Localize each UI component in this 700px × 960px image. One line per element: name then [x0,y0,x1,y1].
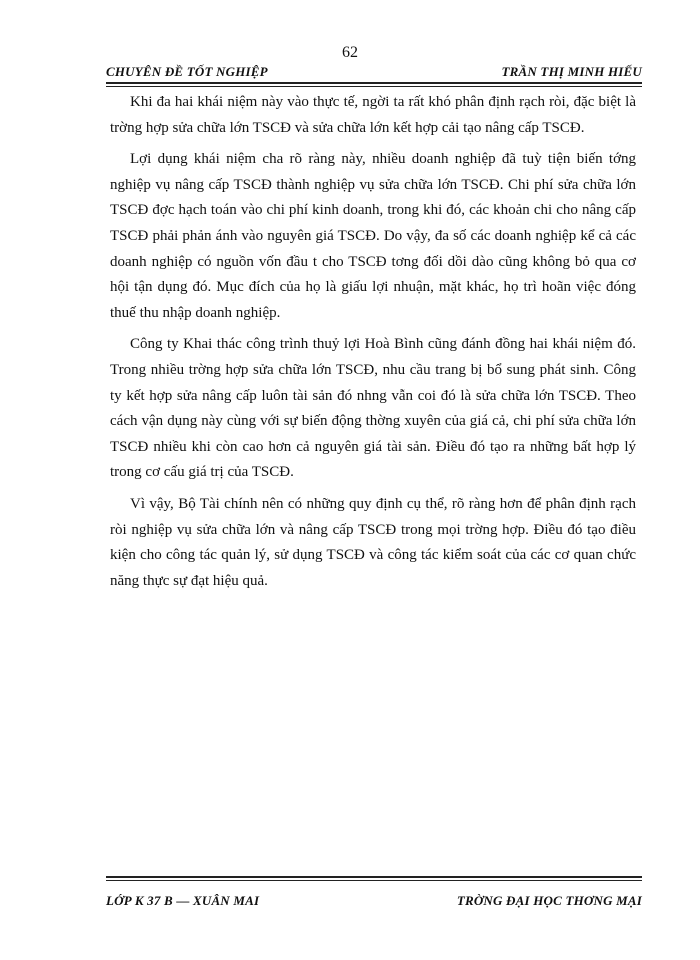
footer-left-class: LỚP K 37 B — XUÂN MAI [106,893,260,908]
page-number: 62 [342,44,358,61]
body-content [110,90,636,600]
header-left-title: CHUYÊN ĐỀ TỐT NGHIỆP [106,64,268,79]
footer-divider [106,876,642,878]
header-right-author: TRẦN THỊ MINH HIẾU [501,64,642,79]
footer-right-school: TRỜNG ĐẠI HỌC THƠNG MẠI [456,893,642,908]
body-paragraph: Vì vậy, Bộ Tài chính nên có những quy định cụ thể, rõ ràng hơn để phân định rạch ròi nghiệp vụ sửa chữa lớn và nâng cấp TSCĐ trong mọi trờng hợp. Điều đó tạo điều kiện cho công tác quản lý, sử dụng TSCĐ và công tác kiểm soát của các cơ quan chức năng thực sự đạt hiệu quả. [110,495,636,589]
body-paragraph: Công ty Khai thác công trình thuỷ lợi Hoà Bình cũng đánh đồng hai khái niệm đó. Trong nhiều trờng hợp sửa chữa lớn TSCĐ, nhu cầu trang bị bổ sung phát sinh. Công ty kết hợp sửa nâng cấp luôn tài sản đó nhng vẫn coi đó là sửa chữa lớn TSCĐ. Theo cách vận dụng này cùng với sự biến động thờng xuyên của giá cả, chi phí sửa chữa lớn TSCĐ nhiều khi còn cao hơn cả nguyên giá tài sản. Điều đó tạo ra những bất hợp lý trong cơ cấu giá trị của TSCĐ. [110,336,636,481]
body-paragraph: Khi đa hai khái niệm này vào thực tế, ngời ta rất khó phân định rạch ròi, đặc biệt là trờng hợp sửa chữa lớn TSCĐ và sửa chữa lớn kết hợp cải tạo nâng cấp TSCĐ. [110,94,636,136]
body-paragraph: Lợi dụng khái niệm cha rõ ràng này, nhiều doanh nghiệp đã tuỳ tiện biến tớng nghiệp vụ nâng cấp TSCĐ thành nghiệp vụ sửa chữa lớn TSCĐ. Chi phí sửa chữa lớn TSCĐ đợc hạch toán vào chi phí kinh doanh, trong khi đó, các khoản chi cho nâng cấp TSCĐ phải phản ánh vào nguyên giá TSCĐ. Do vậy, đa số các doanh nghiệp kể cả các doanh nghiệp có nguồn vốn đầu t cho TSCĐ tơng đối dồi dào cũng không bỏ qua cơ hội tận dụng đó. Mục đích của họ là giấu lợi nhuận, mặt khác, họ trì hoãn việc đóng thuế thu nhập doanh nghiệp. [110,151,636,321]
header-divider [106,82,642,84]
